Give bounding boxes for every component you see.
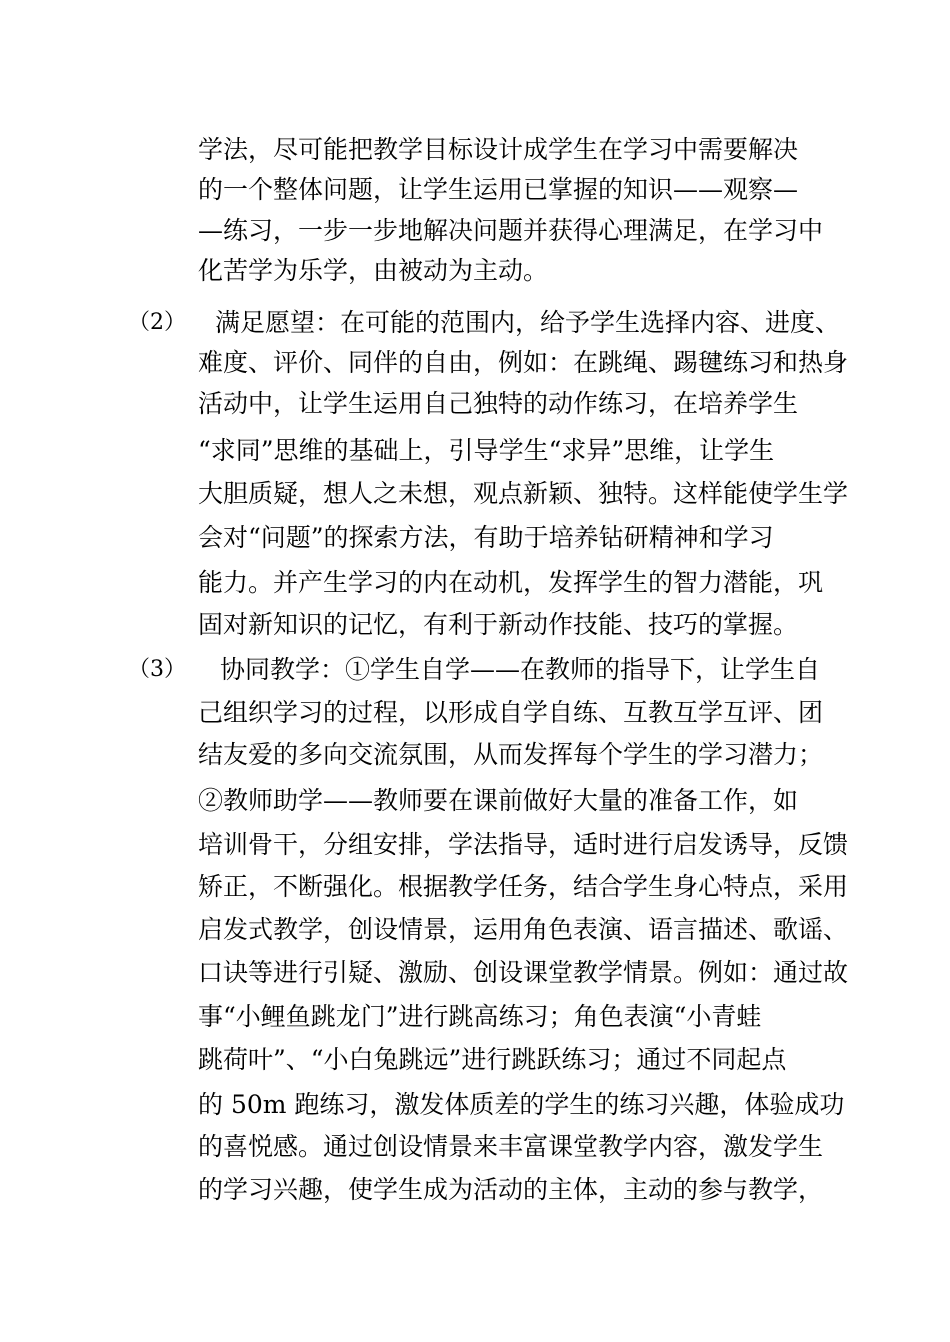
text-line: 己组织学习的过程，以形成自学自练、互教互学互评、团 bbox=[198, 698, 824, 727]
text-line: “求同”思维的基础上，引导学生“求异”思维，让学生 bbox=[198, 436, 775, 465]
text-line: 满足愿望：在可能的范围内，给予学生选择内容、进度、 bbox=[215, 308, 841, 337]
text-line: 培训骨干，分组安排，学法指导，适时进行启发诱导，反馈 bbox=[198, 830, 849, 859]
text-line: 口诀等进行引疑、激励、创设课堂教学情景。例如：通过故 bbox=[198, 958, 849, 987]
text-line: 会对“问题”的探索方法，有助于培养钻研精神和学习 bbox=[198, 523, 774, 552]
text-line: 活动中，让学生运用自己独特的动作练习，在培养学生 bbox=[198, 389, 799, 418]
text-line: 的一个整体问题，让学生运用已掌握的知识——观察— bbox=[198, 175, 799, 204]
text-line: 能力。并产生学习的内在动机，发挥学生的智力潜能，巩 bbox=[198, 568, 824, 597]
text-line: 结友爱的多向交流氛围，从而发挥每个学生的学习潜力； bbox=[198, 740, 824, 769]
text-line: 化苦学为乐学，由被动为主动。 bbox=[198, 256, 549, 285]
text-line: 大胆质疑，想人之未想，观点新颖、独特。这样能使学生学 bbox=[198, 479, 849, 508]
text-line: 的 50m 跑练习，激发体质差的学生的练习兴趣，体验成功 bbox=[198, 1090, 845, 1119]
list-marker: （3） bbox=[128, 657, 186, 682]
text-line: 跳荷叶”、“小白兔跳远”进行跳跃练习；通过不同起点 bbox=[198, 1045, 787, 1074]
text-line: 的喜悦感。通过创设情景来丰富课堂教学内容，激发学生 bbox=[198, 1132, 824, 1161]
list-marker: （2） bbox=[128, 310, 186, 335]
text-line: 固对新知识的记忆，有利于新动作技能、技巧的掌握。 bbox=[198, 610, 799, 639]
text-line: 事“小鲤鱼跳龙门”进行跳高练习；角色表演“小青蛙 bbox=[198, 1002, 762, 1031]
text-line: 矫正，不断强化。根据教学任务，结合学生身心特点，采用 bbox=[198, 872, 849, 901]
text-line: ②教师助学——教师要在课前做好大量的准备工作，如 bbox=[198, 786, 799, 815]
text-line: 学法，尽可能把教学目标设计成学生在学习中需要解决 bbox=[198, 135, 799, 164]
text-line: —练习，一步一步地解决问题并获得心理满足，在学习中 bbox=[198, 216, 824, 245]
text-line: 的学习兴趣，使学生成为活动的主体，主动的参与教学， bbox=[198, 1175, 824, 1204]
text-line: 难度、评价、同伴的自由，例如：在跳绳、踢毽练习和热身 bbox=[198, 348, 849, 377]
text-line: 协同教学：①学生自学——在教师的指导下，让学生自 bbox=[220, 655, 821, 684]
text-line: 启发式教学，创设情景，运用角色表演、语言描述、歌谣、 bbox=[198, 915, 849, 944]
